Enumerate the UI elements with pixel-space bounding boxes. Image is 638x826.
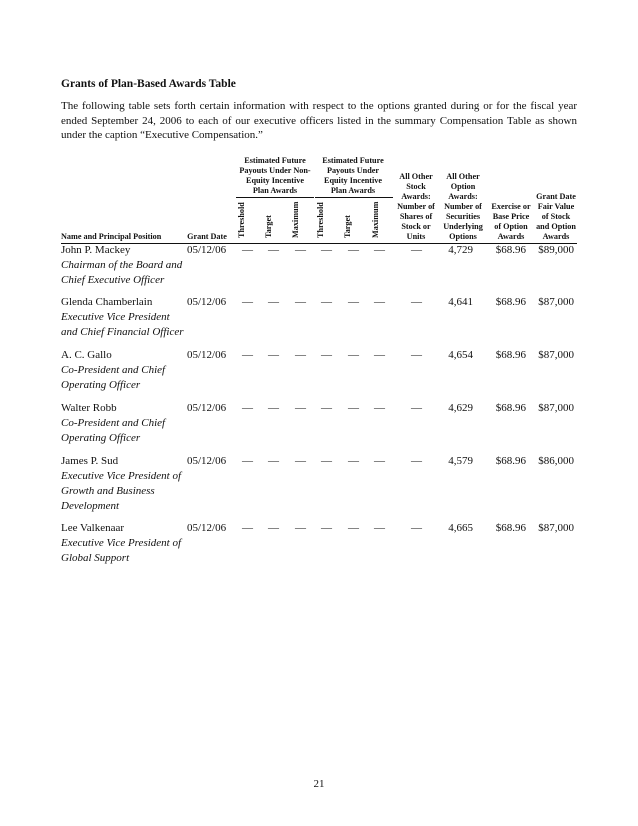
empty-value-dash: — xyxy=(268,402,279,414)
empty-value-dash: — xyxy=(295,349,306,361)
name-position-cell xyxy=(61,243,182,288)
name-position-cell xyxy=(61,521,181,566)
header-underline-non-equity xyxy=(236,197,314,198)
empty-value-dash: — xyxy=(348,455,359,467)
empty-value-dash: — xyxy=(295,244,306,256)
header-exercise-price: Exercise or Base Price of Option Awards xyxy=(491,202,531,241)
empty-value-dash: — xyxy=(242,349,253,361)
empty-value-dash: — xyxy=(321,522,332,534)
empty-value-dash: — xyxy=(295,402,306,414)
executive-title-line: Growth and Business xyxy=(61,485,155,497)
grant-date-cell: 05/12/06 xyxy=(187,244,227,256)
empty-value-dash: — xyxy=(374,296,385,308)
executive-title-line: Co-President and Chief xyxy=(61,364,166,376)
exercise-price-cell: $68.96 xyxy=(495,244,526,256)
fair-value-cell: $87,000 xyxy=(538,296,574,308)
empty-value-dash: — xyxy=(242,522,253,534)
grant-date-cell: 05/12/06 xyxy=(187,455,227,467)
option-awards-cell: 4,729 xyxy=(448,244,473,256)
option-awards-cell: 4,654 xyxy=(448,349,473,361)
exercise-price-cell: $68.96 xyxy=(495,402,526,414)
header-maximum-equity: Maximum xyxy=(371,201,380,238)
name-position-cell xyxy=(61,401,165,446)
grant-date-cell: 05/12/06 xyxy=(187,522,227,534)
empty-value-dash: — xyxy=(348,522,359,534)
exercise-price-cell: $68.96 xyxy=(495,349,526,361)
grant-date-cell: 05/12/06 xyxy=(187,402,227,414)
executive-name: A. C. Gallo xyxy=(61,349,112,361)
executive-name: Walter Robb xyxy=(61,402,117,414)
empty-value-dash: — xyxy=(411,522,422,534)
fair-value-cell: $87,000 xyxy=(538,522,574,534)
header-maximum-non-equity: Maximum xyxy=(291,201,300,238)
executive-title-line: Executive Vice President xyxy=(61,311,170,323)
header-threshold-equity: Threshold xyxy=(316,202,325,238)
empty-value-dash: — xyxy=(268,522,279,534)
header-stock-awards: All Other Stock Awards: Number of Shares of Stock or Units xyxy=(397,172,435,241)
empty-value-dash: — xyxy=(411,349,422,361)
executive-title-line: Development xyxy=(61,500,120,512)
option-awards-cell: 4,579 xyxy=(448,455,473,467)
executive-title-line: Operating Officer xyxy=(61,432,141,444)
executive-title-line: and Chief Financial Officer xyxy=(61,326,184,338)
executive-title-line: Chairman of the Board and xyxy=(61,259,183,271)
header-option-awards: All Other Option Awards: Number of Securities Underlying Options xyxy=(443,172,483,241)
empty-value-dash: — xyxy=(295,296,306,308)
name-position-cell xyxy=(61,295,184,340)
empty-value-dash: — xyxy=(411,296,422,308)
empty-value-dash: — xyxy=(374,402,385,414)
option-awards-cell: 4,665 xyxy=(448,522,473,534)
empty-value-dash: — xyxy=(348,349,359,361)
empty-value-dash: — xyxy=(242,455,253,467)
empty-value-dash: — xyxy=(295,455,306,467)
header-threshold-non-equity: Threshold xyxy=(237,202,246,238)
header-non-equity-group: Estimated Future Payouts Under Non- Equity Incentive Plan Awards xyxy=(239,156,311,195)
executive-title-line: Co-President and Chief xyxy=(61,417,166,429)
executive-name: James P. Sud xyxy=(61,455,119,467)
fair-value-cell: $87,000 xyxy=(538,349,574,361)
executive-title-line: Operating Officer xyxy=(61,379,141,391)
empty-value-dash: — xyxy=(321,349,332,361)
executive-title-line: Executive Vice President of xyxy=(61,470,182,482)
fair-value-cell: $89,000 xyxy=(538,244,574,256)
header-target-equity: Target xyxy=(343,215,352,238)
executive-name: Glenda Chamberlain xyxy=(61,296,153,308)
empty-value-dash: — xyxy=(411,402,422,414)
empty-value-dash: — xyxy=(242,402,253,414)
empty-value-dash: — xyxy=(374,455,385,467)
grant-date-cell: 05/12/06 xyxy=(187,296,227,308)
empty-value-dash: — xyxy=(268,296,279,308)
empty-value-dash: — xyxy=(268,455,279,467)
exercise-price-cell: $68.96 xyxy=(495,455,526,467)
empty-value-dash: — xyxy=(374,244,385,256)
empty-value-dash: — xyxy=(321,402,332,414)
executive-name: John P. Mackey xyxy=(61,244,131,256)
empty-value-dash: — xyxy=(411,455,422,467)
empty-value-dash: — xyxy=(321,455,332,467)
empty-value-dash: — xyxy=(321,244,332,256)
executive-title-line: Global Support xyxy=(61,552,130,564)
executive-title-line: Executive Vice President of xyxy=(61,537,182,549)
empty-value-dash: — xyxy=(321,296,332,308)
option-awards-cell: 4,629 xyxy=(448,402,473,414)
fair-value-cell: $86,000 xyxy=(538,455,574,467)
page-number: 21 xyxy=(313,778,325,790)
empty-value-dash: — xyxy=(268,244,279,256)
empty-value-dash: — xyxy=(348,402,359,414)
header-underline-equity xyxy=(315,197,393,198)
empty-value-dash: — xyxy=(348,244,359,256)
grant-date-cell: 05/12/06 xyxy=(187,349,227,361)
header-equity-group: Estimated Future Payouts Under Equity Incentive Plan Awards xyxy=(322,156,384,195)
name-position-cell xyxy=(61,454,181,514)
empty-value-dash: — xyxy=(348,296,359,308)
empty-value-dash: — xyxy=(268,349,279,361)
header-name: Name and Principal Position xyxy=(61,232,162,241)
header-target-non-equity: Target xyxy=(264,215,273,238)
executive-title-line: Chief Executive Officer xyxy=(61,274,165,286)
option-awards-cell: 4,641 xyxy=(448,296,473,308)
exercise-price-cell: $68.96 xyxy=(495,522,526,534)
empty-value-dash: — xyxy=(374,349,385,361)
empty-value-dash: — xyxy=(242,244,253,256)
section-title: Grants of Plan-Based Awards Table xyxy=(61,78,236,90)
empty-value-dash: — xyxy=(242,296,253,308)
empty-value-dash: — xyxy=(374,522,385,534)
empty-value-dash: — xyxy=(411,244,422,256)
executive-name: Lee Valkenaar xyxy=(61,522,125,534)
empty-value-dash: — xyxy=(295,522,306,534)
fair-value-cell: $87,000 xyxy=(538,402,574,414)
name-position-cell xyxy=(61,348,165,393)
exercise-price-cell: $68.96 xyxy=(495,296,526,308)
header-fair-value: Grant Date Fair Value of Stock and Option Awards xyxy=(536,192,576,241)
header-grant-date: Grant Date xyxy=(187,232,227,241)
intro-paragraph: The following table sets forth certain information with respect to the options granted during or for the fiscal year ended September 24, 2006 to each of our executive officers listed in the summary Compensation Table as shown under the caption “Executive Compensation.” xyxy=(61,100,577,141)
